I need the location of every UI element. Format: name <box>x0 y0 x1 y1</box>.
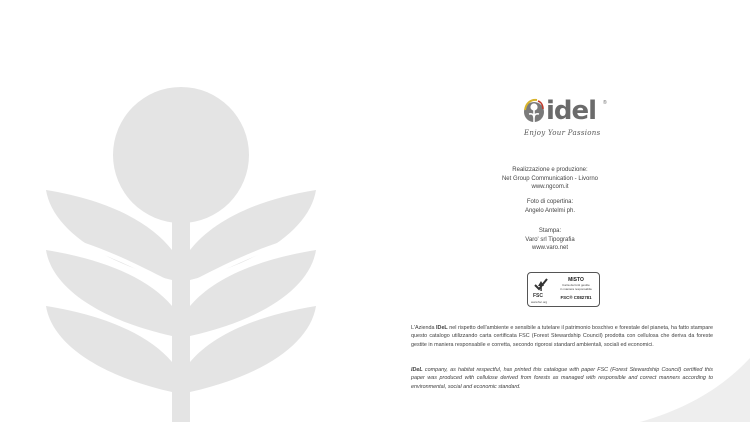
fsc-website: www.fsc.org <box>531 300 548 304</box>
statement-italian-prefix: L'Azienda <box>411 325 437 331</box>
print-label: Stampa: <box>538 228 562 234</box>
production-company: Net Group Communication - Livorno <box>501 175 599 182</box>
fsc-description <box>556 284 596 291</box>
fsc-tree-check-icon <box>532 276 550 294</box>
production-credits <box>470 166 630 192</box>
statement-english <box>411 366 713 391</box>
statement-italian-text: nel rispetto dell'ambiente e sensibile a tutelare il patrimonio boschivo e forestale del pianeta, ha fatto stampare questo catalogo utilizzando carta certificata FSC (Forest Stewardship Council) prodotta con cellulosa che deriva da foreste gestite in maniera responsabile e corretta, secondo rigorosi standard ambientali, sociali ed economici. <box>411 325 713 348</box>
fsc-desc-line-1: Carta da fonti gestite <box>562 283 590 287</box>
production-label: Realizzazione e produzione: <box>512 167 588 173</box>
fsc-certification-label <box>527 272 600 307</box>
idel-logo-mark-icon <box>523 98 545 126</box>
fsc-logo-text: FSC <box>533 293 543 299</box>
photo-label: Foto di copertina: <box>526 199 574 205</box>
print-credits <box>470 227 630 253</box>
photo-name: Angelo Antelmi ph. <box>524 207 576 214</box>
statement-italian <box>411 324 713 349</box>
fsc-desc-line-2: in maniera responsabile <box>560 286 592 291</box>
idel-wordmark: idel <box>546 96 597 126</box>
fsc-misto-heading: MISTO <box>568 277 584 283</box>
brand-tagline: Enjoy Your Passions <box>524 129 601 137</box>
print-url: www.varo.net <box>531 245 568 251</box>
fsc-license-code: FSC® C082781 <box>560 295 592 300</box>
idel-logo <box>523 98 613 143</box>
print-company: Varo' srl Tipografia <box>525 236 575 243</box>
statement-english-brand: IDeL <box>411 367 423 373</box>
photo-credits <box>470 198 630 215</box>
production-url: www.ngcom.it <box>531 184 569 190</box>
statement-italian-brand: IDeL <box>436 325 448 331</box>
registered-mark: ® <box>603 100 607 106</box>
statement-english-text: company, as habitat respectful, has printed this catalogue with paper FSC (Forest Stewardship Council) certified this paper was produced with cellulose derived from forests as managed with responsible and correct manners according to environmental, social and economic standard. <box>411 367 713 390</box>
